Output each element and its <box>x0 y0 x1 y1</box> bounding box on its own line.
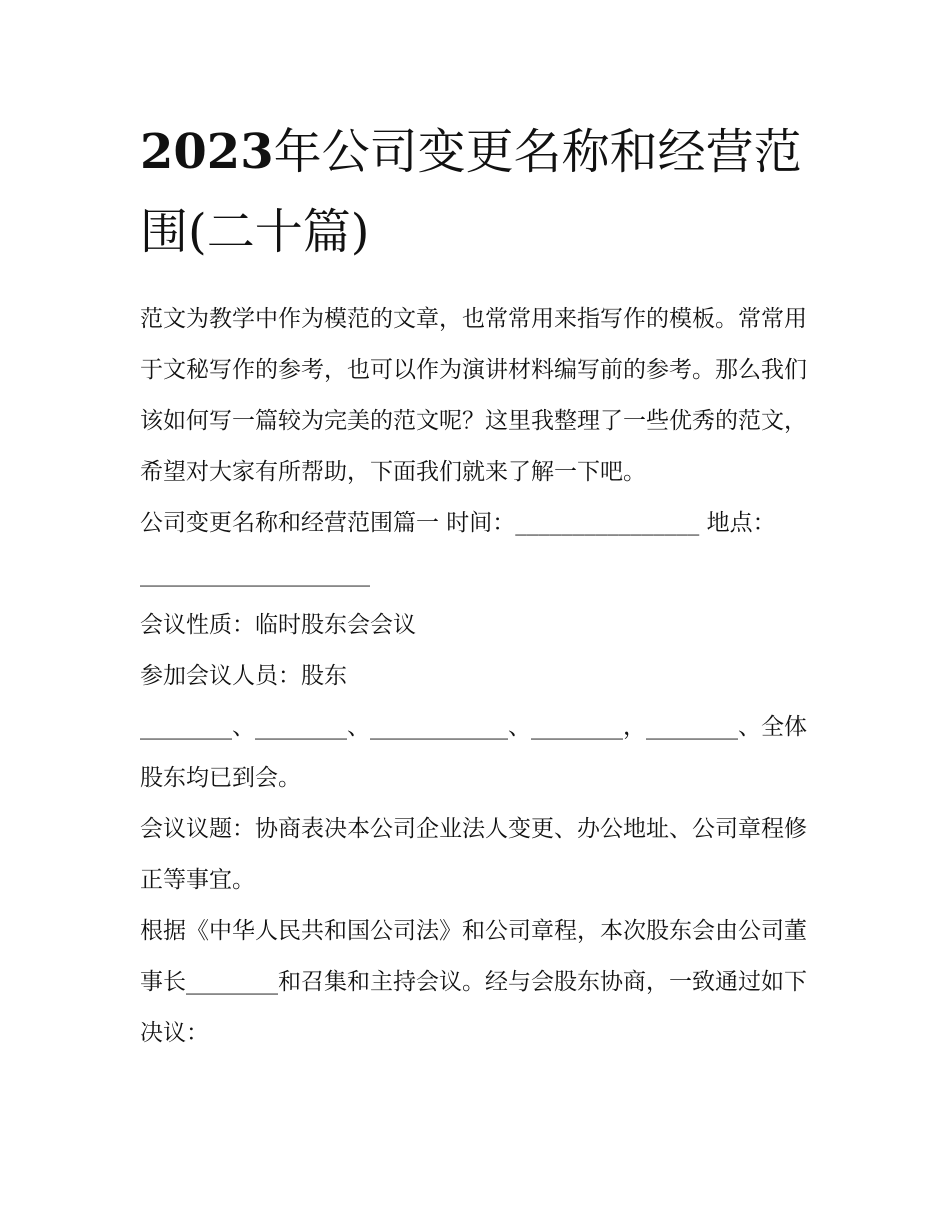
time-place-paragraph: 公司变更名称和经营范围篇一 时间：________________ 地点：____________________ <box>140 510 776 587</box>
meeting-topic-paragraph: 会议议题：协商表决本公司企业法人变更、办公地址、公司章程修正等事宜。 <box>140 816 807 893</box>
intro-paragraph: 范文为教学中作为模范的文章，也常常用来指写作的模板。常常用于文秘写作的参考，也可以作为演讲材料编写前的参考。那么我们该如何写一篇较为完美的范文呢？这里我整理了一些优秀的范文，希望对大家有所帮助，下面我们就来了解一下吧。 <box>140 306 807 485</box>
document-page <box>140 112 812 1059</box>
attendees-blanks-paragraph: ________、________、____________、________，________、全体股东均已到会。 <box>140 714 807 791</box>
title-text: 年公司变更名称和经营范围(二十篇) <box>140 124 802 260</box>
title-year: 2023 <box>140 124 274 180</box>
basis-paragraph: 根据《中华人民共和国公司法》和公司章程，本次股东会由公司董事长________和召集和主持会议。经与会股东协商，一致通过如下决议： <box>140 918 807 1046</box>
attendees-label-paragraph: 参加会议人员：股东 <box>140 663 347 689</box>
meeting-nature-paragraph: 会议性质：临时股东会会议 <box>140 612 416 638</box>
document-title <box>140 112 812 272</box>
